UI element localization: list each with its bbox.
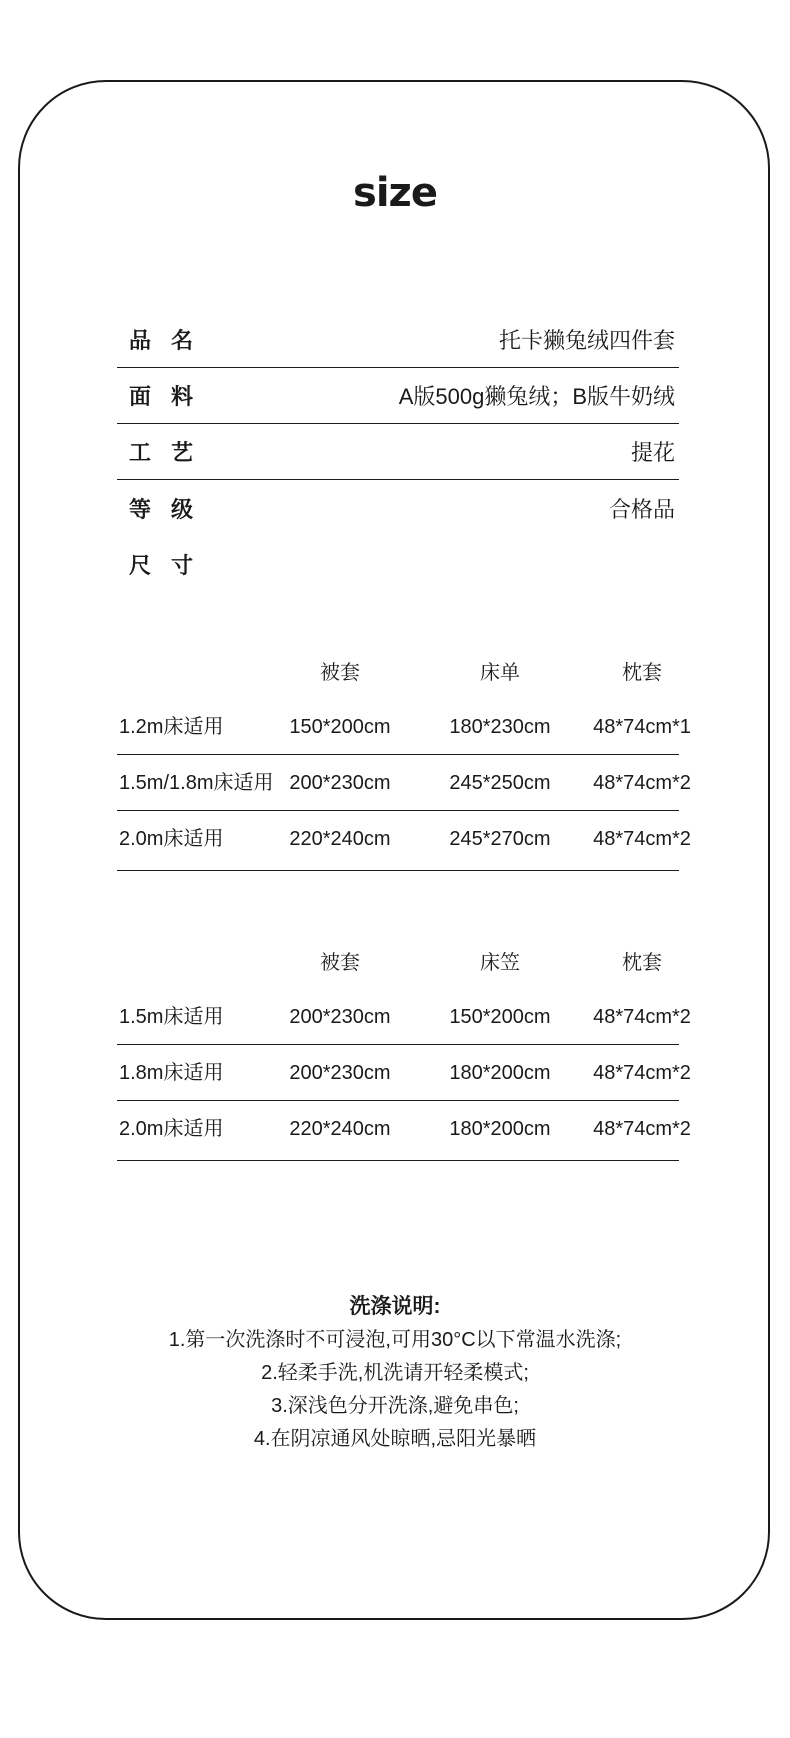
table-row	[117, 989, 691, 1045]
table-cell: 150*200cm	[449, 1006, 551, 1028]
table-cell: 48*74cm*2	[593, 1062, 691, 1084]
spec-value: 合格品	[608, 496, 675, 522]
table-cell: 245*250cm	[449, 772, 551, 794]
table-cell: 150*200cm	[289, 716, 391, 738]
spec-row-fabric	[117, 368, 679, 424]
table-row	[117, 1101, 691, 1161]
table-cell: 200*230cm	[289, 1006, 391, 1028]
table-cell: 220*240cm	[289, 1118, 391, 1140]
header-cell: 枕套	[622, 952, 662, 974]
header-cell: 被套	[320, 662, 360, 684]
spec-row-craft	[117, 424, 679, 480]
washing-line: 4.在阴凉通风处晾晒,忌阳光暴晒	[253, 1428, 537, 1450]
table-cell: 48*74cm*1	[593, 716, 691, 738]
washing-line: 1.第一次洗涤时不可浸泡,可用30°C以下常温水洗涤;	[168, 1329, 622, 1351]
spec-label: 品名	[129, 328, 214, 353]
spec-row-size	[117, 536, 679, 592]
spec-label: 尺寸	[129, 552, 214, 578]
table-cell: 200*230cm	[289, 1062, 391, 1084]
washing-title: 洗涤说明:	[349, 1295, 441, 1318]
page-title: size	[353, 170, 437, 216]
header-cell: 被套	[320, 952, 360, 974]
table-cell: 180*200cm	[449, 1062, 551, 1084]
spec-value: 提花	[630, 440, 675, 465]
table-cell: 180*230cm	[449, 716, 551, 738]
table-cell: 1.8m床适用	[119, 1062, 224, 1084]
spec-value: 托卡獭兔绒四件套	[498, 328, 675, 353]
table-cell: 48*74cm*2	[593, 772, 691, 794]
washing-line: 2.轻柔手洗,机洗请开轻柔模式;	[261, 1362, 529, 1384]
washing-line: 3.深浅色分开洗涤,避免串色;	[271, 1395, 519, 1417]
spec-label: 面料	[129, 384, 214, 409]
table-cell: 1.5m/1.8m床适用	[119, 772, 274, 794]
header-cell: 床单	[480, 662, 520, 684]
spec-row-name	[117, 312, 679, 368]
table-cell: 2.0m床适用	[119, 1118, 224, 1140]
table-header	[117, 935, 679, 991]
table-cell: 48*74cm*2	[593, 1118, 691, 1140]
table-cell: 2.0m床适用	[119, 828, 224, 850]
spec-value: A版500g獭兔绒；B版牛奶绒	[398, 384, 675, 409]
table-cell: 220*240cm	[289, 828, 391, 850]
table-header	[117, 645, 679, 701]
header-cell: 枕套	[622, 662, 662, 684]
header-cell: 床笠	[480, 952, 520, 974]
table-row	[117, 755, 691, 811]
spec-row-grade	[117, 480, 679, 536]
spec-label: 工艺	[129, 440, 214, 465]
table-cell: 48*74cm*2	[593, 828, 691, 850]
table-cell: 200*230cm	[289, 772, 391, 794]
table-row	[117, 811, 691, 871]
table-cell: 1.2m床适用	[119, 716, 224, 738]
washing-instructions	[0, 1290, 790, 1456]
table-row	[117, 1045, 691, 1101]
spec-label: 等级	[129, 496, 214, 522]
table-cell: 1.5m床适用	[119, 1006, 224, 1028]
table-cell: 180*200cm	[449, 1118, 551, 1140]
table-cell: 48*74cm*2	[593, 1006, 691, 1028]
table-cell: 245*270cm	[449, 828, 551, 850]
table-row	[117, 699, 691, 755]
